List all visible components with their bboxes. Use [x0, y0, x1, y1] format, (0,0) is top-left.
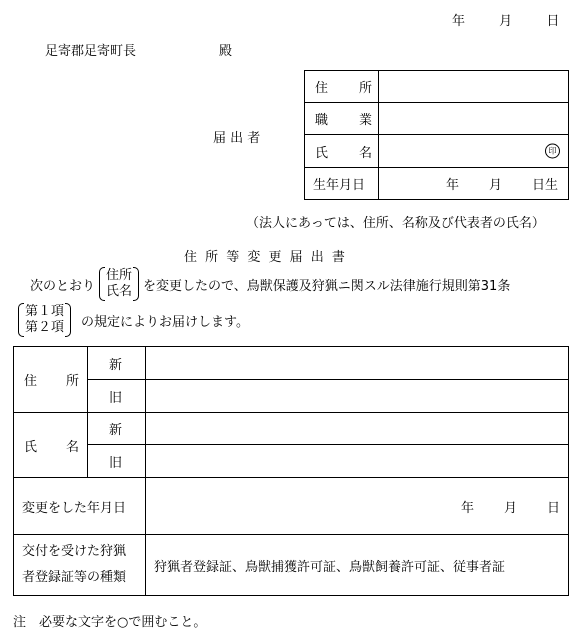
choice-paragraph: 第１項 第２項 [18, 303, 71, 337]
change-date-field[interactable]: 年 月 日 [146, 478, 569, 535]
footer-note: 注 必要な文字を○で囲むこと。 [13, 615, 207, 630]
recipient: 足寄郡足寄町長 [45, 44, 137, 59]
address-new-field[interactable] [146, 347, 569, 380]
body-suffix-1: を変更したので、鳥獣保護及狩猟ニ関スル法律施行規則第31条 [143, 278, 511, 294]
date-month: 月 [499, 14, 513, 29]
body-line-1 [30, 266, 510, 302]
honorific: 殿 [219, 44, 233, 59]
applicant-address-label: 住 所 [305, 71, 379, 103]
change-date-label: 変更をした年月日 [14, 478, 146, 535]
applicant-name-field[interactable] [379, 135, 569, 168]
choice-address-name: 住所 氏名 [99, 267, 139, 301]
corporate-note: （法人にあっては、住所、名称及び代表者の氏名） [246, 216, 545, 231]
address-label: 住 所 [14, 347, 88, 413]
name-old-field[interactable] [146, 445, 569, 478]
applicant-address-field[interactable] [379, 71, 569, 103]
applicant-occupation-label: 職 業 [305, 103, 379, 135]
date-line [452, 10, 559, 29]
address-old-field[interactable] [146, 380, 569, 413]
body-prefix: 次のとおり [30, 278, 96, 294]
address-new-label: 新 [88, 347, 146, 380]
body-suffix-2: の規定によりお届けします。 [81, 314, 249, 330]
certificate-type-label: 交付を受けた狩猟 者登録証等の種類 [14, 535, 146, 596]
address-old-label: 旧 [88, 380, 146, 413]
notifier-label: 届 出 者 [213, 131, 261, 146]
name-label: 氏 名 [14, 413, 88, 478]
name-new-label: 新 [88, 413, 146, 445]
date-year: 年 [452, 14, 466, 29]
applicant-table [304, 70, 569, 200]
seal-mark-icon: 印 [545, 144, 560, 159]
applicant-birth-label: 生年月日 [305, 168, 379, 200]
applicant-occupation-field[interactable] [379, 103, 569, 135]
name-old-label: 旧 [88, 445, 146, 478]
change-table [13, 346, 569, 596]
document-title: 住 所 等 変 更 届 出 書 [184, 250, 347, 265]
certificate-type-value: 狩猟者登録証、鳥獣捕獲許可証、鳥獣飼養許可証、従事者証 [146, 535, 569, 596]
applicant-birth-field[interactable]: 年 月 日生 [379, 168, 569, 200]
name-new-field[interactable] [146, 413, 569, 445]
applicant-name-label: 氏 名 [305, 135, 379, 168]
body-line-2 [18, 302, 249, 338]
date-day: 日 [546, 14, 560, 29]
